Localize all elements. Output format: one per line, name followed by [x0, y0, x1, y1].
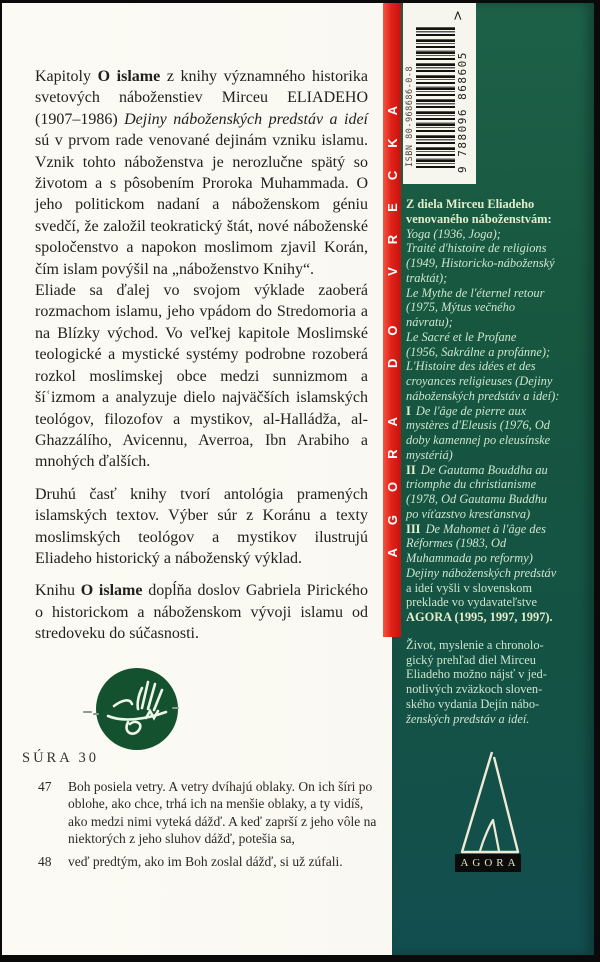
- series-spine-text: AGORA DO VRECKA: [384, 82, 400, 558]
- panel-line: Traité d'histoire de religions: [406, 241, 547, 256]
- panel-line: III De Mahomet à l'âge des: [406, 521, 546, 536]
- panel-line: mystères d'Eleusis (1976, Od: [406, 418, 550, 433]
- verse-number: 48: [38, 853, 52, 869]
- verse-text: Boh posiela vetry. A vetry dvíhajú oblaky. On ich šíri po oblohe, ako chce, trhá ich na menšie oblaky, a ty vidíš, ako medzi nimi vyteká dážď. A keď zaprší z jeho vôle na niektorých z jeho sluhov dážď, potešia sa,: [68, 779, 377, 847]
- panel-line: návratu);: [406, 315, 453, 329]
- arabic-calligraphy-medallion-icon: [80, 662, 180, 756]
- barcode-number: 9 788096 868605: [456, 51, 469, 173]
- barcode-rotated-content: [403, 3, 476, 184]
- panel-line: a ideí vyšli v slovenskom: [406, 580, 532, 595]
- panel-line: (1949, Historicko-náboženský: [406, 256, 555, 270]
- panel-line: mystériá): [406, 447, 453, 462]
- panel-line: Dejiny náboženských predstáv: [406, 565, 557, 580]
- panel-line: Yoga (1936, Joga);: [406, 226, 501, 241]
- panel-line: traktát);: [406, 270, 448, 285]
- panel-line: notlivých zväzkoch sloven-: [406, 682, 543, 696]
- blurb-paragraph: Knihu O islame dopĺňa doslov Gabriela Pirického o historickom a náboženskom vývoji islamu od stredoveku do súčasnosti.: [35, 582, 369, 643]
- blurb-paragraph: Eliade sa ďalej vo svojom výklade zaoberá rozmachom islamu, jeho vpádom do Stredomoria a na Blízky východ. Vo veľkej kapitole Moslimské teologické a mystické systémy podrobne rozoberá rozkol moslimskej obce medzi sunnizmom a šíʿizmom a analyzuje dielo najväčších islamských teológov, filozofov a mystikov, al-Halládža, al-Ghazzálího, Avicennu, Averroa, Ibn Arabiho a mnohých ďalších.: [35, 282, 368, 471]
- panel-line: (1978, Od Gautamu Buddhu: [406, 492, 548, 506]
- panel-line: Život, myslenie a chronolo-: [406, 637, 544, 652]
- panel-line: Muhammada po reformy): [406, 551, 533, 565]
- series-spine-stripe: [383, 3, 401, 637]
- barcode-quiet-zone-arrow: >: [451, 10, 466, 21]
- panel-line: (1975, Mýtus večného: [406, 300, 516, 315]
- panel-block: [406, 638, 589, 727]
- blurb-paragraph: Druhú časť knihy tvorí antológia pramených islamských textov. Výber súr z Koránu a texty moslimských teológov a mystikov ilustrujú Eliadeho historický a náboženský výklad.: [35, 485, 368, 567]
- bibliography-panel-text: [406, 197, 589, 726]
- barcode-box: [403, 3, 476, 184]
- panel-line: Le Sacré et le Profane: [406, 329, 517, 344]
- panel-line: po víťazstvo kresťanstva): [406, 506, 531, 521]
- panel-line: AGORA (1995, 1997, 1997).: [406, 610, 553, 624]
- panel-line: triomphe du christianisme: [406, 477, 537, 492]
- verse-text: veď predtým, ako im Boh zoslal dážď, si už zúfali.: [68, 853, 343, 869]
- panel-line: Le Mythe de l'éternel retour: [406, 285, 545, 300]
- verse-row: [38, 778, 382, 848]
- panel-line: ského vydania Dejín nábo-: [406, 696, 540, 711]
- blurb-text: [35, 66, 368, 645]
- barcode-icon: [416, 25, 455, 168]
- panel-line: (1956, Sakrálne a profánne);: [406, 344, 551, 359]
- panel-line: doby kamennej po eleusínske: [406, 433, 551, 447]
- panel-line: Eliadeho možno nájsť v jed-: [406, 667, 547, 682]
- verse-number: 47: [38, 779, 52, 794]
- panel-line: I De l'âge de pierre aux: [406, 403, 527, 418]
- sura-title: SÚRA 30: [22, 750, 100, 766]
- panel-line: gický prehľad diel Mirceu: [406, 652, 536, 667]
- publisher-name: AGORA: [455, 854, 521, 872]
- panel-line: Réformes (1983, Od: [406, 536, 507, 551]
- panel-line: náboženských predstáv a ideí):: [406, 388, 560, 403]
- blurb-paragraph: Kapitoly O islame z knihy významného historika svetových náboženstiev Mirceu ELIADEHO (1907–1986) Dejiny náboženských predstáv a ideí sú v prvom rade venované dejinám vzniku islamu. Vznik tohto náboženstva je nerozlučne spätý so životom a s pôsobením Proroka Muhammada. O jeho politickom nadaní a náboženskom géniu svedčí, že založil teokratický štát, nové náboženské spoločenstvo a napokon moslimom zjavil Korán, čím islam povýšil na „náboženstvo Knihy“.: [35, 68, 368, 278]
- panel-line: preklade vo vydavateľstve: [406, 595, 537, 610]
- panel-line: L'Histoire des idées et des: [406, 359, 536, 374]
- sura-verses: [38, 778, 382, 875]
- panel-line: venovaného náboženstvám:: [406, 211, 552, 226]
- agora-triangle-logo-icon: [448, 748, 530, 856]
- panel-line: ženských predstáv a ideí.: [406, 711, 530, 726]
- isbn-text: ISBN 80-968686-0-8: [405, 65, 415, 167]
- verse-row: [38, 853, 382, 870]
- panel-block: [406, 197, 589, 625]
- panel-line: Z diela Mirceu Eliadeho: [406, 197, 535, 211]
- panel-line: croyances religieuses (Dejiny: [406, 374, 553, 388]
- panel-line: II De Gautama Bouddha au: [406, 462, 548, 477]
